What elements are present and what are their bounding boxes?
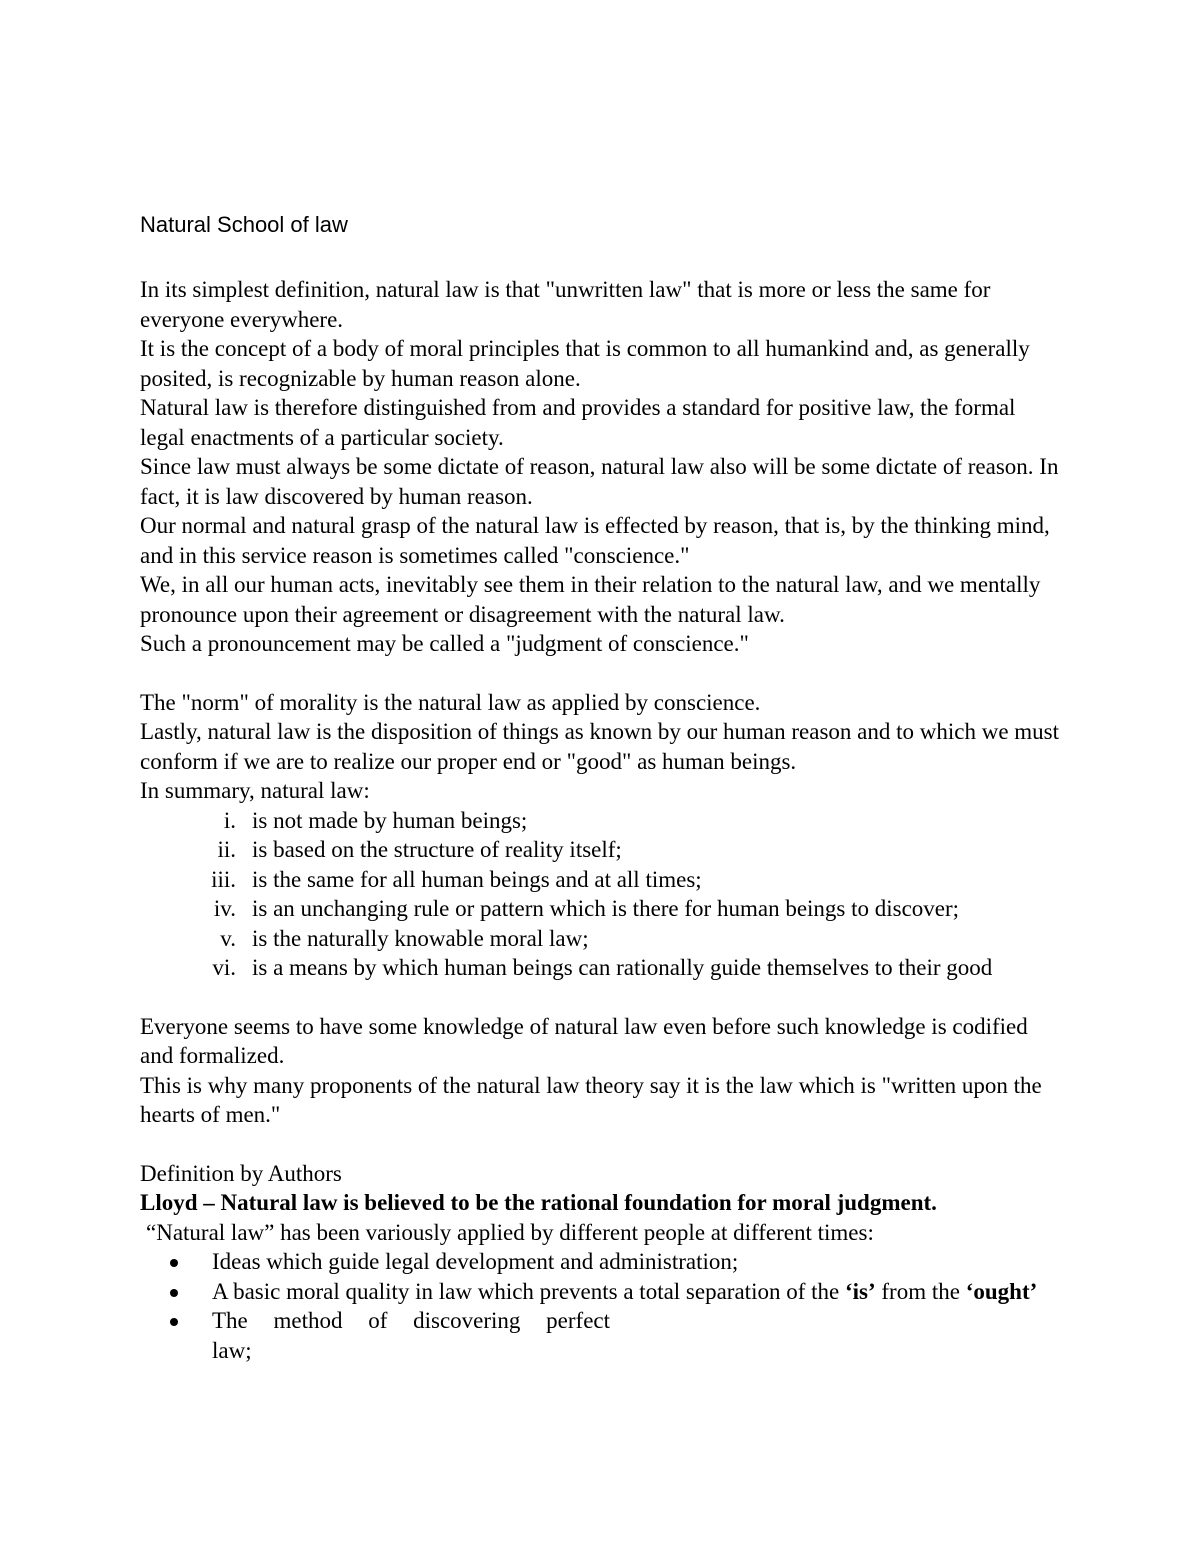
- ought-term: ‘ought’: [965, 1278, 1038, 1304]
- knowledge-paragraph: Everyone seems to have some knowledge of natural law even before such knowledge is codified and formalized.: [140, 1013, 1028, 1068]
- definitions-heading: Definition by Authors: [140, 1160, 342, 1186]
- intro-paragraph: Since law must always be some dictate of reason, natural law also will be some dictate of reason. In fact, it is law discovered by human reason.: [140, 454, 1059, 509]
- intro-paragraph: It is the concept of a body of moral principles that is common to all humankind and, as generally posited, is recognizable by human reason alone.: [140, 336, 1030, 391]
- bullet-item: [140, 1277, 1060, 1307]
- knowledge-paragraph: This is why many proponents of the natural law theory say it is the law which is "written upon the hearts of men.": [140, 1072, 1042, 1127]
- summary-item-text: is the same for all human beings and at all times;: [252, 866, 702, 892]
- summary-item: [140, 924, 1060, 954]
- summary-list: [140, 806, 1060, 983]
- summary-item: [140, 953, 1060, 983]
- summary-item-text: is not made by human beings;: [252, 807, 528, 833]
- bullet-dot-icon: [170, 1259, 178, 1267]
- summary-item-number: ii.: [217, 837, 236, 862]
- bullet-item: [140, 1247, 1060, 1277]
- summary-item-number: vi.: [212, 955, 236, 980]
- is-term: ‘is’: [844, 1278, 876, 1304]
- bullet-text: Ideas which guide legal development and administration;: [212, 1249, 739, 1274]
- bullet-item: [140, 1306, 1060, 1365]
- bullet-text: from the: [875, 1278, 966, 1304]
- bullet-text-continuation: law;: [212, 1337, 252, 1363]
- summary-item-number: iii.: [211, 866, 236, 892]
- lloyd-definition: Lloyd – Natural law is believed to be the rational foundation for moral judgment.: [140, 1190, 937, 1215]
- intro-paragraph: We, in all our human acts, inevitably see them in their relation to the natural law, and we mentally pronounce upon their agreement or disagreement with the natural law.: [140, 572, 1041, 627]
- summary-item: [140, 835, 1060, 865]
- summary-item-number: i.: [223, 807, 236, 833]
- bullet-text: A basic moral quality in law which prevents a total separation of the: [212, 1278, 845, 1304]
- summary-item-number: iv.: [213, 896, 236, 921]
- document-body: [140, 210, 1060, 1365]
- intro-paragraph: Our normal and natural grasp of the natural law is effected by reason, that is, by the thinking mind, and in this service reason is sometimes called "conscience.": [140, 513, 1050, 568]
- summary-item-text: is based on the structure of reality itself;: [252, 837, 622, 862]
- intro-paragraph: Natural law is therefore distinguished from and provides a standard for positive law, the formal legal enactments of a particular society.: [140, 395, 1016, 450]
- definitions-section: [140, 1159, 1060, 1366]
- summary-item: [140, 894, 1060, 924]
- summary-item-text: is the naturally knowable moral law;: [252, 925, 589, 951]
- summary-item: [140, 865, 1060, 895]
- norm-paragraph: The "norm" of morality is the natural law as applied by conscience.: [140, 689, 761, 715]
- knowledge-section: [140, 1012, 1060, 1130]
- summary-item: [140, 806, 1060, 836]
- intro-section: [140, 275, 1060, 659]
- bullet-text: The method of discovering perfect: [212, 1308, 610, 1333]
- intro-paragraph: In its simplest definition, natural law is that "unwritten law" that is more or less the same for everyone everywhere.: [140, 277, 991, 332]
- norm-paragraph: Lastly, natural law is the disposition of things as known by our human reason and to which we must conform if we are to realize our proper end or "good" as human beings.: [140, 719, 1060, 774]
- bullet-dot-icon: [170, 1289, 178, 1297]
- summary-item-text: is an unchanging rule or pattern which is there for human beings to discover;: [252, 896, 960, 921]
- bullet-dot-icon: [170, 1318, 178, 1326]
- applied-intro: “Natural law” has been variously applied by different people at different times:: [146, 1219, 874, 1245]
- applications-list: [140, 1247, 1060, 1365]
- summary-item-number: v.: [220, 925, 236, 951]
- summary-intro: In summary, natural law:: [140, 778, 370, 803]
- document-title: Natural School of law: [140, 212, 348, 237]
- norm-section: [140, 688, 1060, 983]
- intro-paragraph: Such a pronouncement may be called a "judgment of conscience.": [140, 631, 749, 656]
- summary-item-text: is a means by which human beings can rationally guide themselves to their good: [252, 955, 993, 980]
